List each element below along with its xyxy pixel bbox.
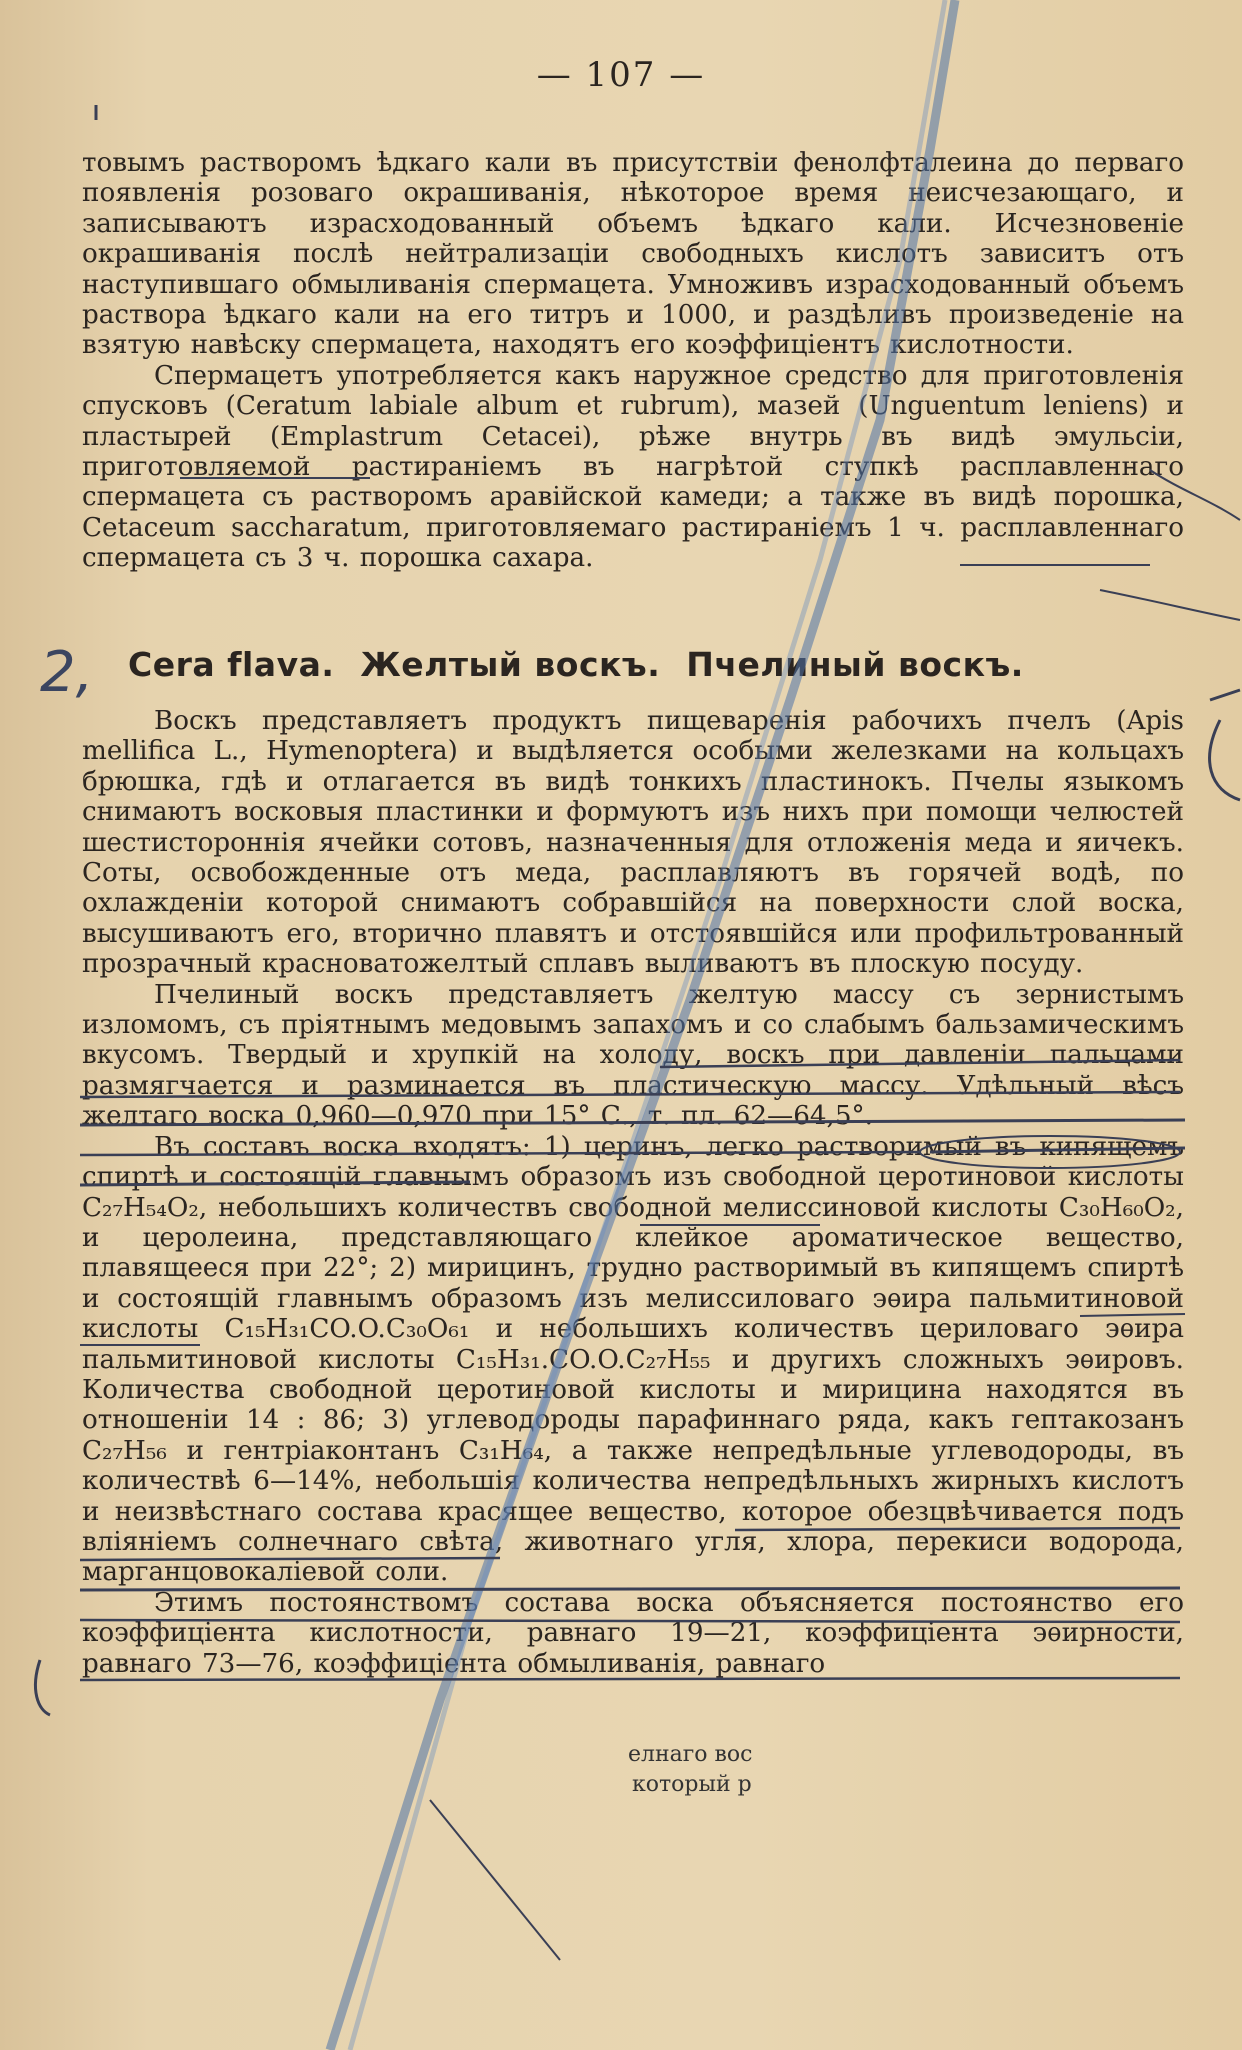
margin-stroke	[1210, 720, 1240, 800]
handwritten-overlay-note: елнаго вос	[628, 1742, 753, 1767]
margin-stroke	[430, 1800, 560, 1960]
margin-stroke	[35, 1660, 50, 1715]
paragraph: Въ составъ воска входятъ: 1) церинъ, легко растворимый въ кипящемъ спиртѣ и состоящій главнымъ образомъ изъ свободной церотиновой кислоты C₂₇H₅₄O₂, небольшихъ количествъ свободной мелиссиновой кислоты C₃₀H₆₀O₂, и церолеина, представляющаго клейкое ароматическое вещество, плавящееся при 22°; 2) мирицинъ, трудно растворимый въ кипящемъ спиртѣ и состоящій главнымъ образомъ изъ мелиссиловаго эѳира пальмитиновой кислоты C₁₅H₃₁CO.O.C₃₀O₆₁ и небольшихъ количествъ цериловаго эѳира пальмитиновой кислоты C₁₅H₃₁.CO.O.C₂₇H₅₅ и другихъ сложныхъ эѳировъ. Количества свободной церотиновой кислоты и мирицина находятся въ отношеніи 14 : 86; 3) углеводороды парафиннаго ряда, какъ гептакозанъ C₂₇H₅₆ и гентріаконтанъ C₃₁H₆₄, а также непредѣльные углеводороды, въ количествѣ 6—14%, небольшія количества непредѣльныхъ жирныхъ кислотъ и неизвѣстнаго состава красящее вещество, которое обезцвѣчивается подъ вліяніемъ солнечнаго свѣта, животнаго угля, хлора, перекиси водорода, марганцовокаліевой соли.	[82, 1131, 1184, 1588]
heading-latin: Cera flava.	[128, 645, 335, 684]
margin-stroke	[1210, 690, 1240, 700]
paragraph: Этимъ постоянствомъ состава воска объясняется постоянство его коэффиціента кислотности, равнаго 19—21, коэффиціента эѳирности, равнаго 73—76, коэффиціента обмыливанія, равнаго	[82, 1587, 1184, 1679]
heading-russian-name: Желтый воскъ.	[360, 645, 661, 684]
margin-stroke	[1100, 590, 1240, 620]
paragraph: Спермацетъ употребляется какъ наружное средство для приготовленія спусковъ (Ceratum labiale album et rubrum), мазей (Unguentum leniens) и пластырей (Emplastrum Cetacei), рѣже внутрь въ видѣ эмульсіи, приготовляемой растираніемъ въ нагрѣтой ступкѣ расплавленнаго спермацета съ растворомъ аравійской камеди; а также въ видѣ порошка, Cetaceum saccharatum, приготовляемаго растираніемъ 1 ч. расплавленнаго спермацета съ 3 ч. порошка сахара.	[82, 360, 1184, 574]
paragraph: Воскъ представляетъ продуктъ пищеваренія рабочихъ пчелъ (Apis mellifica L., Hymenoptera) и выдѣляется особыми железками на кольцахъ брюшка, гдѣ и отлагается въ видѣ тонкихъ пластинокъ. Пчелы языкомъ снимаютъ восковыя пластинки и формуютъ изъ нихъ при помощи челюстей шестистороннія ячейки сотовъ, назначенныя для отложенія меда и яичекъ. Соты, освобожденные отъ меда, расплавляютъ въ горячей водѣ, по охлажденіи которой снимаютъ собравшійся на поверхности слой воска, высушиваютъ его, вторично плавятъ и отстоявшійся или профильтрованный прозрачный красноватожелтый сплавъ выливаютъ въ плоскую посуду.	[82, 706, 1184, 980]
margin-number-note: 2,	[40, 640, 94, 705]
section-cera-flava-text	[82, 706, 1184, 1679]
paragraph: Пчелиный воскъ представляетъ желтую массу съ зернистымъ изломомъ, съ пріятнымъ медовымъ запахомъ и со слабымъ бальзамическимъ вкусомъ. Твердый и хрупкій на холоду, воскъ при давленіи пальцами размягчается и разминается въ пластическую массу. Удѣльный вѣсъ желтаго воска 0,960—0,970 при 15° С., т. пл. 62—64,5°.	[82, 979, 1184, 1132]
section-spermaceti-text	[82, 148, 1184, 574]
section-heading	[128, 645, 1208, 684]
heading-alt-name: Пчелиный воскъ.	[686, 645, 1024, 684]
page-number: — 107 —	[536, 55, 706, 95]
paragraph: товымъ растворомъ ѣдкаго кали въ присутствіи фенолфталеина до перваго появленія розоваго окрашиванія, нѣкоторое время неисчезающаго, и записываютъ израсходованный объемъ ѣдкаго кали. Исчезновеніе окрашиванія послѣ нейтрализаціи свободныхъ кислотъ зависитъ отъ наступившаго обмыливанія спермацета. Умноживъ израсходованный объемъ раствора ѣдкаго кали на его титръ и 1000, и раздѣливъ произведеніе на взятую навѣску спермацета, находятъ его коэффиціентъ кислотности.	[82, 148, 1184, 361]
handwritten-overlay-note: который р	[632, 1772, 752, 1797]
